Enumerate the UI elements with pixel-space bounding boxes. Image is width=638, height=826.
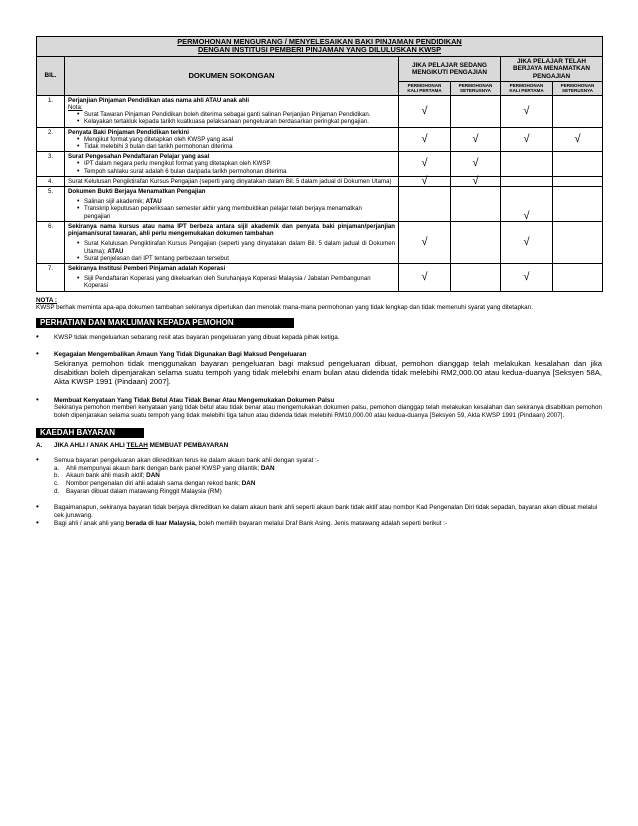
condition-c: c. Nombor pengenalan diri ahli adalah sama dengan rekod bank; DAN <box>54 480 256 488</box>
group-sedang: JIKA PELAJAR SEDANG MENGIKUTI PENGAJIAN <box>399 56 501 81</box>
check-mark: √ <box>501 127 553 152</box>
condition-d: d. Bayaran dibuat dalam matawang Ringgit Malaysia (RM) <box>54 487 222 495</box>
check-mark: √ <box>399 127 451 152</box>
table-row: 6. Sekiranya nama kursus atau nama IPT berbeza antara sijil akademik dan penyata baki pinjaman/perjanjian pinjaman/surat tawaran, ahli perlu mengemukakan dokumen tambahan • Surat Kelulusan Pengiktirafan Kursus Pengajian (seperti yang dinyatakan dalam Bil. 5 dalam jadual di Dokumen Utama); ATAU • Surat penjelasan dari IPT tentang perbezaan tersebut √ √ <box>37 221 603 263</box>
condition-a: a. Ahli mempunyai akaun bank dengan bank panel KWSP yang dilantik; DAN <box>54 464 275 472</box>
check-mark: √ <box>399 95 451 127</box>
sub-kali-pertama: PERMOHONAN KALI PERTAMA <box>399 82 451 96</box>
list-item: • Mengikut format yang ditetapkan oleh KWSP yang asal <box>77 136 395 143</box>
check-mark: √ <box>451 152 501 177</box>
list-item: • Tidak melebihi 3 bulan dari tarikh permohonan diterima <box>77 143 395 150</box>
col-dokumen: DOKUMEN SOKONGAN <box>65 56 399 95</box>
kaedah-heading: KAEDAH BAYARAN <box>36 428 144 438</box>
check-mark: √ <box>399 221 451 263</box>
check-mark: √ <box>501 221 553 263</box>
table-row: 7. Sekiranya Institusi Pemberi Pinjaman adalah Koperasi • Sijil Pendaftaran Koperasi yang dikeluarkan oleh Suruhanjaya Koperasi Malaysia / Jabatan Pembangunan Koperasi √ √ <box>37 263 603 291</box>
group-telah: JIKA PELAJAR TELAH BERJAYA MENAMATKAN PENGAJIAN <box>501 56 603 81</box>
list-item: • Sijil Pendaftaran Koperasi yang dikeluarkan oleh Suruhanjaya Koperasi Malaysia / Jabatan Pembangunan Koperasi <box>77 275 395 289</box>
list-item: • Bagaimanapun, sekiranya bayaran tidak berjaya dikreditkan ke dalam akaun bank ahli seperti akaun bank tidak aktif atau nombor Kad Pengenalan Diri tidak sepadan, bayaran akan dibuat melalui cek juruwang. <box>36 504 602 519</box>
table-row: 4. Surat Kelulusan Pengiktirafan Kursus Pengajian (seperti yang dinyatakan dalam Bil. 5 dalam jadual di Dokumen Utama) √ √ <box>37 176 603 186</box>
check-mark: √ <box>501 95 553 127</box>
list-item: • Bagi ahli / anak ahli yang berada di luar Malaysia, boleh memilih bayaran melalui Draf Bank Asing. Jenis matawang adalah seperti berikut :- <box>36 520 602 528</box>
nota-section <box>36 297 602 312</box>
list-item: • Surat Tawaran Pinjaman Pendidikan boleh diterima sebagai ganti salinan Perjanjian Pinjaman Pendidikan. <box>77 111 395 118</box>
list-item: • KWSP tidak mengeluarkan sebarang resit atas bayaran pengeluaran yang dibuat kepada pihak ketiga. <box>36 334 602 342</box>
perhatian-heading: PERHATIAN DAN MAKLUMAN KEPADA PEMOHON <box>36 318 294 328</box>
list-item: • Kelayakan tertakluk kepada tarikh kuatkuasa pelaksanaan pengeluaran berdasarkan peringkat pengajian. <box>77 118 395 125</box>
nota-label: NOTA : <box>36 296 57 304</box>
check-mark: √ <box>553 127 603 152</box>
list-item: • Tempoh sahlaku surat adalah 6 bulan daripada tarikh permohonan diterima <box>77 168 395 175</box>
check-mark: √ <box>501 263 553 291</box>
condition-b: b. Akaun bank ahli masih aktif; DAN <box>54 472 160 480</box>
check-mark: √ <box>451 127 501 152</box>
perhatian-list <box>36 334 602 420</box>
check-mark: √ <box>399 176 451 186</box>
list-item: • Transkrip keputusan peperiksaan semester akhir yang membuktikan pelajar telah berjaya menamatkan pengajian <box>77 205 395 219</box>
table-row: 2. Penyata Baki Pinjaman Pendidikan terkini • Mengikut format yang ditetapkan oleh KWSP yang asal • Tidak melebihi 3 bulan dari tarikh permohonan diterima √ √ √ √ <box>37 127 603 152</box>
table-row: 5. Dokumen Bukti Berjaya Menamatkan Pengajian • Salinan sijil akademik; ATAU • Transkrip keputusan peperiksaan semester akhir yang membuktikan pelajar telah berjaya menamatkan pengajian √ <box>37 187 603 222</box>
list-item: • Semua bayaran pengeluaran akan dikreditkan terus ke dalam akaun bank ahli dengan syarat :- a. Ahli mempunyai akaun bank dengan bank panel KWSP yang dilantik; DAN b. Akaun bank ahli masih aktif; DAN c. Nombor pengenalan diri ahli adalah sama dengan rekod bank; DAN d. Bayaran dibuat dalam matawang Ringgit Malaysia (RM) <box>36 457 602 495</box>
sub-seterusnya: PERMOHONAN SETERUSNYA <box>553 82 603 96</box>
sub-seterusnya: PERMOHONAN SETERUSNYA <box>451 82 501 96</box>
list-item: • Kegagalan Mengembalikan Amaun Yang Tidak Digunakan Bagi Maksud Pengeluaran Sekiranya pemohon tidak menggunakan bayaran pengeluaran bagi maksud pengeluaran dibuat, pemohon dianggap telah melakukan kesalahan dan jika disabitkan boleh dipenjarakan selama suatu tempoh yang tidak melebihi enam bulan atau didenda tidak melebihi RM2,000.00 atau kedua-duanya [Seksyen 58A, Akta KWSP 1991 (Pindaan) 2007]. <box>36 351 602 386</box>
col-bil: BIL. <box>37 56 65 95</box>
list-item: • Membuat Kenyataan Yang Tidak Betul Atau Tidak Benar Atau Mengemukakan Dokumen Palsu Sekiranya pemohon memberi kenyataan yang tidak betul atau tidak benar atau mengemukakan dokumen palsu, pemohon dianggap telah melakukan kesalahan dan sekiranya disabitkan pemohon boleh dipenjarakan selama suatu tempoh yang tidak melebihi tiga tahun atau didenda tidak melebihi RM10,000.00 atau kedua-duanya [Seksyen 59, Akta KWSP 1991 (Pindaan) 2007]. <box>36 397 602 420</box>
section-a-title: A. JIKA AHLI / ANAK AHLI TELAH MEMBUAT PEMBAYARAN <box>36 442 229 450</box>
list-item: • Surat Kelulusan Pengiktirafan Kursus Pengajian (seperti yang dinyatakan dalam Bil. 5 dalam jadual di Dokumen Utama); ATAU <box>77 240 395 254</box>
check-mark: √ <box>501 187 553 222</box>
kaedah-list <box>36 457 602 528</box>
nota-text: KWSP berhak meminta apa-apa dokumen tambahan sekiranya diperlukan dan menolak mana-mana permohonan yang tidak lengkap dan tidak memenuhi syarat yang ditetapkan. <box>36 304 533 312</box>
check-mark: √ <box>399 152 451 177</box>
check-mark: √ <box>451 176 501 186</box>
table-row: 1. Perjanjian Pinjaman Pendidikan atas nama ahli ATAU anak ahli Nota: • Surat Tawaran Pinjaman Pendidikan boleh diterima sebagai ganti salinan Perjanjian Pinjaman Pendidikan. • Kelayakan tertakluk kepada tarikh kuatkuasa pelaksanaan pengeluaran berdasarkan peringkat pengajian. √ √ <box>37 95 603 127</box>
document-table <box>36 36 603 292</box>
list-item: • Surat penjelasan dari IPT tentang perbezaan tersebut <box>77 255 395 262</box>
sub-kali-pertama: PERMOHONAN KALI PERTAMA <box>501 82 553 96</box>
list-item: • Salinan sijil akademik; ATAU <box>77 198 395 205</box>
table-title: PERMOHONAN MENGURANG / MENYELESAIKAN BAKI PINJAMAN PENDIDIKAN DENGAN INSTITUSI PEMBERI PINJAMAN YANG DILULUSKAN KWSP <box>37 37 603 57</box>
list-item: • IPT dalam negara perlu mengikut format yang ditetapkan oleh KWSP <box>77 160 395 167</box>
document-page <box>36 36 602 528</box>
table-row: 3. Surat Pengesahan Pendaftaran Pelajar yang asal • IPT dalam negara perlu mengikut format yang ditetapkan oleh KWSP • Tempoh sahlaku surat adalah 6 bulan daripada tarikh permohonan diterima √ √ <box>37 152 603 177</box>
check-mark: √ <box>399 263 451 291</box>
